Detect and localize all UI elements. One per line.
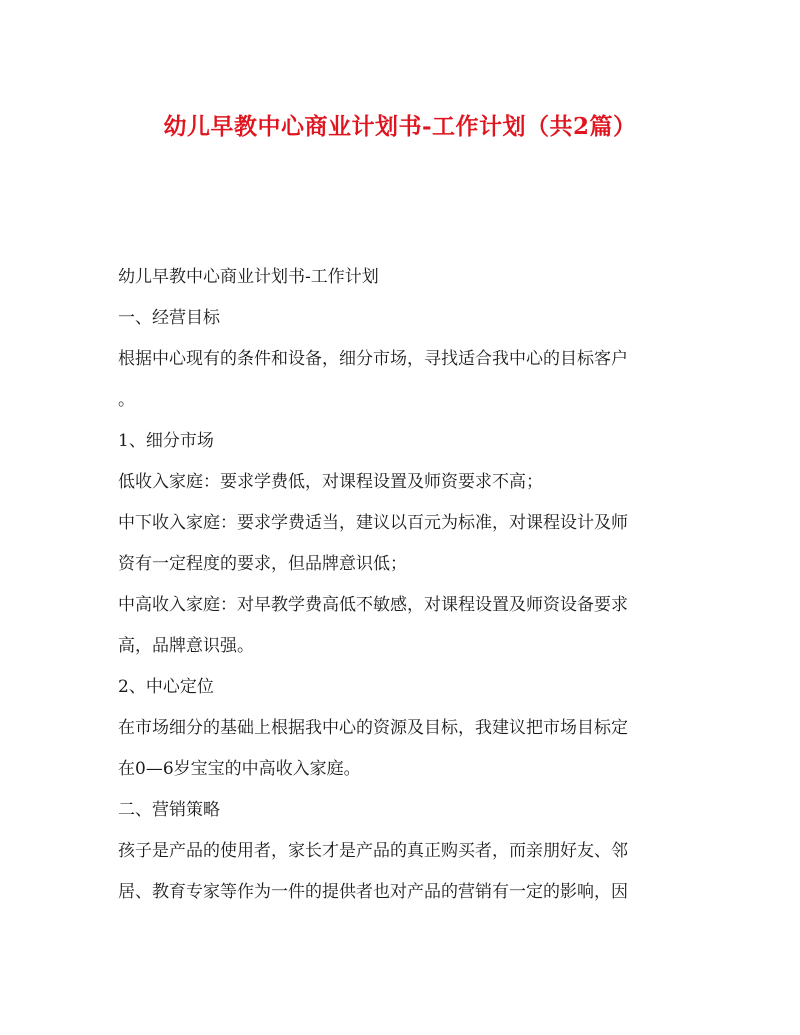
body-line: 一、经营目标 bbox=[118, 308, 220, 328]
body-line: 在0—6岁宝宝的中高收入家庭。 bbox=[118, 759, 361, 779]
document-title: 幼儿早教中心商业计划书-工作计划（共2篇） bbox=[163, 113, 637, 140]
document-body bbox=[118, 257, 690, 913]
body-line: 孩子是产品的使用者，家长才是产品的真正购买者，而亲朋好友、邻 bbox=[118, 841, 628, 861]
body-line: 在市场细分的基础上根据我中心的资源及目标，我建议把市场目标定 bbox=[118, 718, 628, 738]
body-line: 2、中心定位 bbox=[118, 677, 214, 697]
body-line: 高，品牌意识强。 bbox=[118, 636, 254, 656]
body-line: 。 bbox=[118, 390, 135, 410]
body-line: 居、教育专家等作为一件的提供者也对产品的营销有一定的影响，因 bbox=[118, 882, 628, 902]
body-line: 根据中心现有的条件和设备，细分市场，寻找适合我中心的目标客户 bbox=[118, 349, 628, 369]
body-line: 资有一定程度的要求，但品牌意识低； bbox=[118, 554, 407, 574]
body-line: 1、细分市场 bbox=[118, 431, 214, 451]
body-line: 中高收入家庭：对早教学费高低不敏感，对课程设置及师资设备要求 bbox=[118, 595, 628, 615]
body-line: 低收入家庭：要求学费低，对课程设置及师资要求不高； bbox=[118, 472, 543, 492]
body-line: 二、营销策略 bbox=[118, 800, 220, 820]
body-line: 中下收入家庭：要求学费适当，建议以百元为标准，对课程设计及师 bbox=[118, 513, 628, 533]
body-line: 幼儿早教中心商业计划书-工作计划 bbox=[118, 267, 379, 287]
